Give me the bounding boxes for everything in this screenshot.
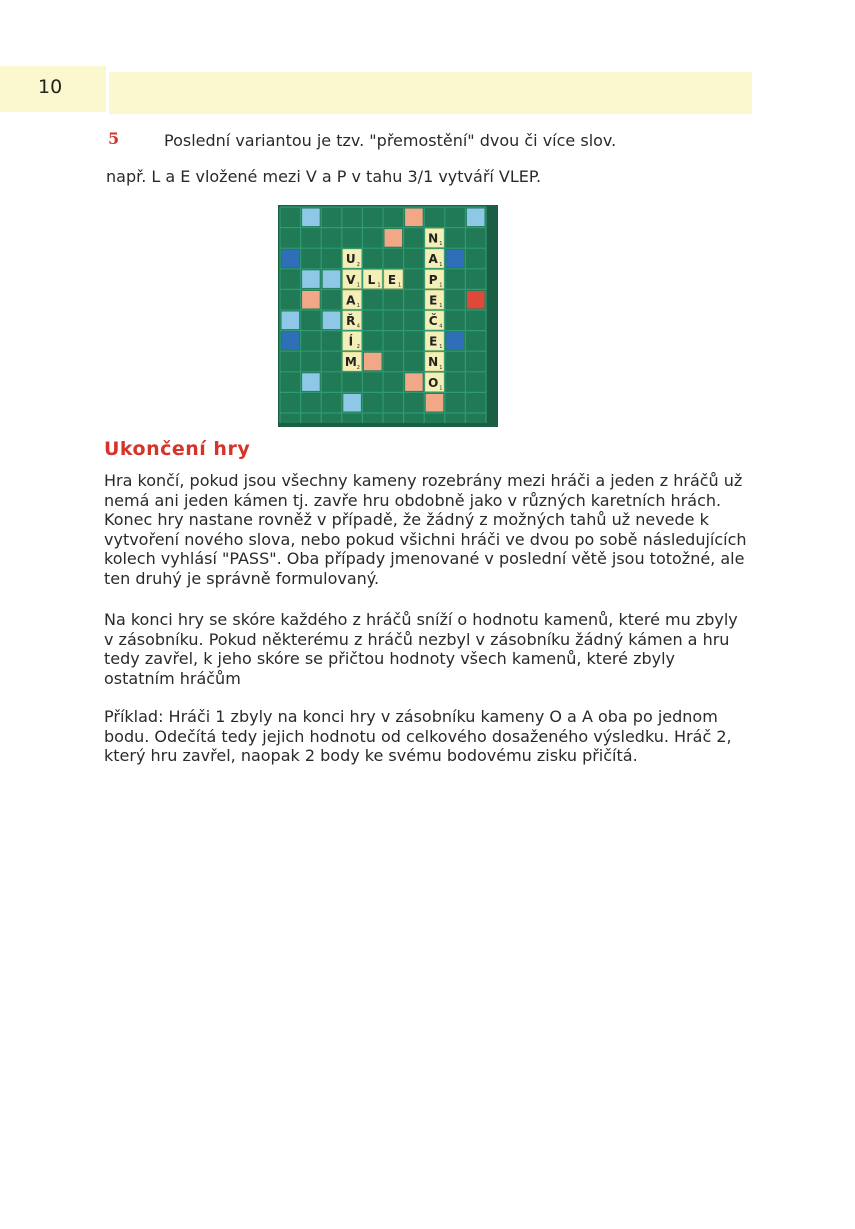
tile-points: 2 bbox=[356, 261, 360, 268]
premium-square bbox=[302, 291, 320, 309]
premium-square bbox=[364, 353, 382, 371]
paragraph-end-of-game: Hra končí, pokud jsou všechny kameny rozebrány mezi hráči a jeden z hráčů už nemá ani jeden kámen tj. zavře hru obdobně jako v různých karetních hrách. Konec hry nastane rovněž v případě, že žádný z možných tahů už nevede k vytvoření nového slova, nebo pokud všichni hráči ve dvou po sobě následujících kolech vyhlásí "PASS". Oba případy jmenované v poslední větě jsou totožné, ale ten druhý je správně formulovaný. bbox=[104, 471, 747, 588]
tile-letter: Í bbox=[348, 334, 354, 349]
tile-letter: A bbox=[428, 252, 438, 267]
tile-letter: Ř bbox=[346, 314, 356, 328]
tile-points: 1 bbox=[356, 282, 360, 289]
section-title: Ukončení hry bbox=[104, 438, 251, 460]
header-band bbox=[109, 72, 752, 114]
tile-letter: E bbox=[387, 272, 397, 287]
tile-points: 1 bbox=[356, 303, 360, 309]
premium-square bbox=[426, 394, 444, 412]
premium-square bbox=[323, 312, 341, 330]
premium-square bbox=[302, 209, 320, 227]
tile-letter: U bbox=[345, 252, 356, 267]
premium-square bbox=[282, 312, 300, 330]
tile-points: 1 bbox=[377, 282, 381, 289]
premium-square bbox=[446, 250, 464, 268]
paragraph-example: Příklad: Hráči 1 zbyly na konci hry v zásobníku kameny O a A oba po jednom bodu. Odečítá tedy jejich hodnotu od celkového dosaženého výsledku. Hráč 2, který hru zavřel, naopak 2 body ke svému bodovému zisku přičítá. bbox=[104, 707, 732, 766]
tile-points: 1 bbox=[439, 241, 443, 248]
tile-letter: M bbox=[344, 355, 357, 370]
premium-square bbox=[343, 394, 361, 412]
example-line: např. L a E vložené mezi V a P v tahu 3/1 vytváří VLEP. bbox=[106, 167, 542, 186]
tile-letter: N bbox=[428, 355, 439, 370]
premium-square bbox=[282, 332, 300, 350]
premium-square bbox=[385, 229, 403, 247]
tile-letter: O bbox=[428, 375, 439, 390]
tile-points: 1 bbox=[439, 282, 443, 289]
page-number: 10 bbox=[38, 76, 63, 98]
tile-letter: V bbox=[346, 272, 356, 287]
premium-square bbox=[446, 332, 464, 350]
tile-letter: P bbox=[428, 272, 438, 287]
premium-square bbox=[467, 291, 485, 309]
tile-points: 4 bbox=[439, 323, 443, 330]
premium-square bbox=[405, 373, 423, 391]
premium-square bbox=[467, 209, 485, 227]
step-text: Poslední variantou je tzv. "přemostění" dvou či více slov. bbox=[164, 131, 617, 150]
tile-points: 1 bbox=[439, 261, 443, 268]
tile-points: 1 bbox=[439, 303, 443, 309]
tile-points: 4 bbox=[356, 323, 360, 330]
tile-letter: L bbox=[367, 272, 376, 287]
tile-letter: A bbox=[346, 293, 356, 308]
premium-square bbox=[282, 250, 300, 268]
scrabble-board-image bbox=[278, 205, 498, 427]
tile-points: 1 bbox=[398, 282, 402, 289]
tile-points: 1 bbox=[439, 344, 443, 351]
premium-square bbox=[302, 373, 320, 391]
tile-letter: E bbox=[429, 334, 438, 349]
premium-square bbox=[323, 270, 341, 288]
tile-letter: E bbox=[429, 293, 438, 308]
paragraph-score-adjustment: Na konci hry se skóre každého z hráčů sníží o hodnotu kamenů, které mu zbyly v zásobníku. Pokud některému z hráčů nezbyl v zásobníku žádný kámen a hru tedy zavřel, k jeho skóre se přičtou hodnoty všech kamenů, které zbyly ostatním hráčům bbox=[104, 610, 738, 688]
step-number: 5 bbox=[108, 129, 120, 148]
tile-points: 2 bbox=[356, 344, 360, 351]
tile-points: 1 bbox=[439, 364, 443, 371]
premium-square bbox=[302, 270, 320, 288]
tile-letter: N bbox=[428, 231, 439, 246]
tile-letter: Č bbox=[428, 314, 438, 328]
tile-points: 2 bbox=[356, 364, 360, 371]
premium-square bbox=[405, 209, 423, 227]
tile-points: 1 bbox=[439, 385, 443, 392]
